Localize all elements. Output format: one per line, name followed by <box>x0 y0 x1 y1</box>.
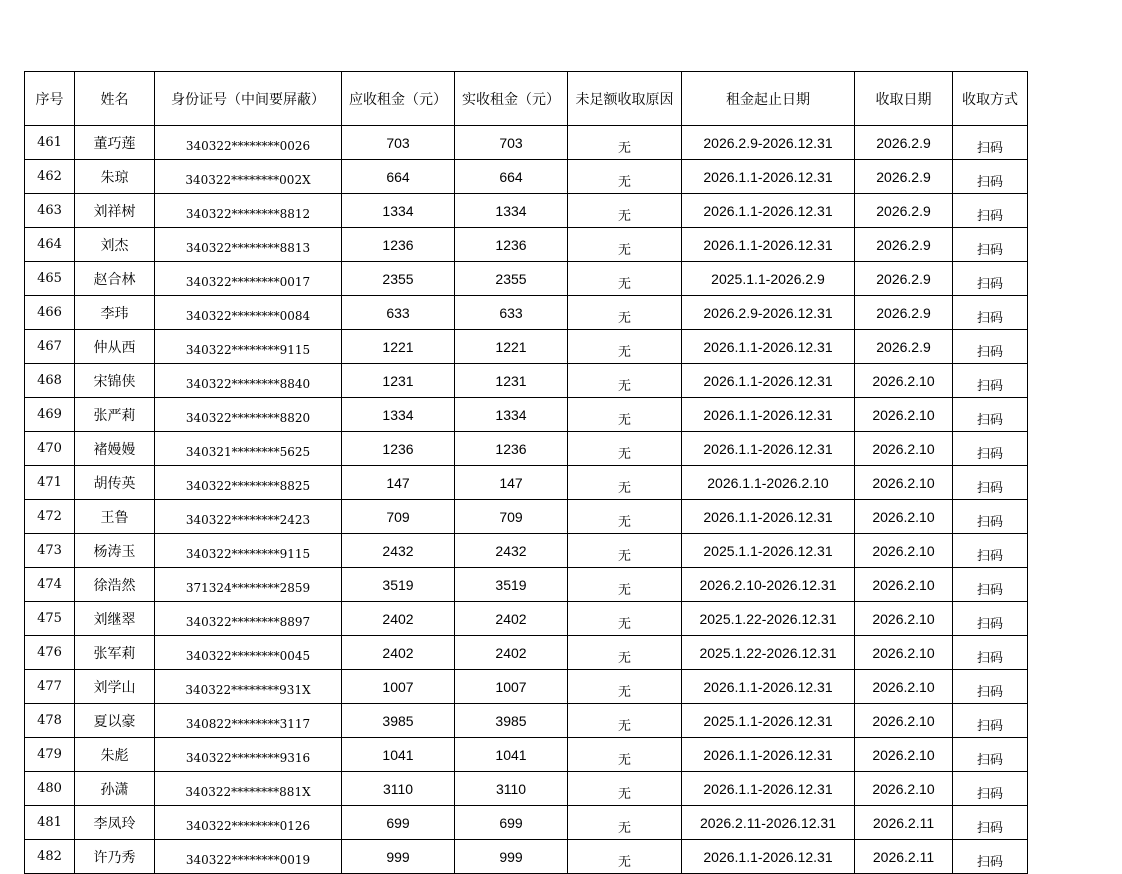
table-row <box>25 636 1028 670</box>
cell-rent-paid: 1334 <box>455 194 568 228</box>
cell-id-number: 340322********8840 <box>155 364 342 398</box>
cell-name: 刘继翠 <box>75 602 155 636</box>
cell-shortfall-reason: 无 <box>568 772 682 806</box>
cell-rent-period: 2025.1.1-2026.12.31 <box>682 704 855 738</box>
table-row <box>25 126 1028 160</box>
cell-id-number: 340322********9316 <box>155 738 342 772</box>
cell-collection-date: 2026.2.11 <box>855 806 953 840</box>
cell-shortfall-reason: 无 <box>568 500 682 534</box>
cell-rent-due: 1231 <box>342 364 455 398</box>
cell-rent-due: 3985 <box>342 704 455 738</box>
cell-id-number: 340322********8897 <box>155 602 342 636</box>
cell-name: 刘祥树 <box>75 194 155 228</box>
cell-rent-due: 3519 <box>342 568 455 602</box>
cell-name: 许乃秀 <box>75 840 155 874</box>
cell-rent-due: 664 <box>342 160 455 194</box>
cell-payment-method: 扫码 <box>953 568 1028 602</box>
cell-id-number: 340322********0084 <box>155 296 342 330</box>
cell-rent-paid: 1007 <box>455 670 568 704</box>
cell-rent-due: 2432 <box>342 534 455 568</box>
cell-payment-method: 扫码 <box>953 296 1028 330</box>
cell-collection-date: 2026.2.9 <box>855 194 953 228</box>
cell-rent-paid: 703 <box>455 126 568 160</box>
cell-rent-period: 2025.1.1-2026.12.31 <box>682 534 855 568</box>
cell-rent-due: 2402 <box>342 636 455 670</box>
cell-seq: 464 <box>25 228 75 262</box>
cell-collection-date: 2026.2.11 <box>855 840 953 874</box>
cell-rent-period: 2026.1.1-2026.12.31 <box>682 228 855 262</box>
cell-shortfall-reason: 无 <box>568 636 682 670</box>
cell-rent-paid: 709 <box>455 500 568 534</box>
cell-collection-date: 2026.2.10 <box>855 738 953 772</box>
cell-name: 张严莉 <box>75 398 155 432</box>
cell-shortfall-reason: 无 <box>568 670 682 704</box>
cell-seq: 482 <box>25 840 75 874</box>
table-body <box>25 126 1028 874</box>
cell-name: 刘学山 <box>75 670 155 704</box>
cell-rent-paid: 1221 <box>455 330 568 364</box>
cell-seq: 465 <box>25 262 75 296</box>
cell-payment-method: 扫码 <box>953 466 1028 500</box>
cell-rent-paid: 1041 <box>455 738 568 772</box>
cell-seq: 478 <box>25 704 75 738</box>
cell-payment-method: 扫码 <box>953 398 1028 432</box>
cell-rent-period: 2026.1.1-2026.12.31 <box>682 500 855 534</box>
cell-rent-period: 2026.2.9-2026.12.31 <box>682 126 855 160</box>
table-row <box>25 670 1028 704</box>
header-collection-date: 收取日期 <box>855 72 953 126</box>
cell-id-number: 340322********8812 <box>155 194 342 228</box>
table-header <box>25 72 1028 126</box>
cell-rent-period: 2026.1.1-2026.12.31 <box>682 398 855 432</box>
cell-shortfall-reason: 无 <box>568 228 682 262</box>
cell-id-number: 340322********0019 <box>155 840 342 874</box>
cell-id-number: 371324********2859 <box>155 568 342 602</box>
cell-id-number: 340322********8825 <box>155 466 342 500</box>
cell-seq: 466 <box>25 296 75 330</box>
table-row <box>25 432 1028 466</box>
cell-shortfall-reason: 无 <box>568 296 682 330</box>
table-row <box>25 296 1028 330</box>
cell-name: 董巧莲 <box>75 126 155 160</box>
table-row <box>25 772 1028 806</box>
cell-id-number: 340322********9115 <box>155 330 342 364</box>
cell-rent-due: 1334 <box>342 194 455 228</box>
cell-collection-date: 2026.2.10 <box>855 636 953 670</box>
cell-rent-period: 2025.1.1-2026.2.9 <box>682 262 855 296</box>
cell-rent-paid: 2432 <box>455 534 568 568</box>
cell-shortfall-reason: 无 <box>568 160 682 194</box>
cell-rent-period: 2026.1.1-2026.12.31 <box>682 840 855 874</box>
cell-rent-period: 2026.2.11-2026.12.31 <box>682 806 855 840</box>
cell-payment-method: 扫码 <box>953 636 1028 670</box>
table-row <box>25 534 1028 568</box>
cell-payment-method: 扫码 <box>953 704 1028 738</box>
cell-payment-method: 扫码 <box>953 602 1028 636</box>
header-rent-paid: 实收租金（元） <box>455 72 568 126</box>
cell-rent-due: 2355 <box>342 262 455 296</box>
table-row <box>25 840 1028 874</box>
cell-seq: 473 <box>25 534 75 568</box>
cell-rent-paid: 3985 <box>455 704 568 738</box>
cell-collection-date: 2026.2.9 <box>855 262 953 296</box>
cell-id-number: 340322********881X <box>155 772 342 806</box>
cell-id-number: 340322********002X <box>155 160 342 194</box>
header-name: 姓名 <box>75 72 155 126</box>
cell-collection-date: 2026.2.10 <box>855 568 953 602</box>
cell-payment-method: 扫码 <box>953 534 1028 568</box>
cell-rent-paid: 3519 <box>455 568 568 602</box>
cell-rent-paid: 1231 <box>455 364 568 398</box>
cell-id-number: 340322********8820 <box>155 398 342 432</box>
cell-seq: 472 <box>25 500 75 534</box>
cell-rent-due: 1236 <box>342 228 455 262</box>
cell-name: 张军莉 <box>75 636 155 670</box>
cell-name: 刘杰 <box>75 228 155 262</box>
cell-collection-date: 2026.2.9 <box>855 160 953 194</box>
cell-rent-period: 2026.1.1-2026.12.31 <box>682 364 855 398</box>
cell-rent-paid: 1334 <box>455 398 568 432</box>
cell-seq: 470 <box>25 432 75 466</box>
cell-rent-due: 999 <box>342 840 455 874</box>
table-row <box>25 806 1028 840</box>
cell-payment-method: 扫码 <box>953 432 1028 466</box>
cell-shortfall-reason: 无 <box>568 602 682 636</box>
cell-payment-method: 扫码 <box>953 840 1028 874</box>
cell-collection-date: 2026.2.10 <box>855 670 953 704</box>
cell-seq: 468 <box>25 364 75 398</box>
cell-rent-due: 703 <box>342 126 455 160</box>
cell-seq: 467 <box>25 330 75 364</box>
cell-rent-due: 1007 <box>342 670 455 704</box>
cell-payment-method: 扫码 <box>953 228 1028 262</box>
cell-rent-period: 2026.1.1-2026.12.31 <box>682 670 855 704</box>
cell-name: 李凤玲 <box>75 806 155 840</box>
cell-shortfall-reason: 无 <box>568 262 682 296</box>
cell-rent-paid: 1236 <box>455 432 568 466</box>
cell-rent-due: 699 <box>342 806 455 840</box>
cell-rent-period: 2026.1.1-2026.12.31 <box>682 738 855 772</box>
cell-seq: 463 <box>25 194 75 228</box>
cell-payment-method: 扫码 <box>953 194 1028 228</box>
cell-shortfall-reason: 无 <box>568 194 682 228</box>
header-rent-period: 租金起止日期 <box>682 72 855 126</box>
cell-rent-paid: 664 <box>455 160 568 194</box>
cell-collection-date: 2026.2.10 <box>855 772 953 806</box>
cell-seq: 480 <box>25 772 75 806</box>
cell-id-number: 340322********8813 <box>155 228 342 262</box>
cell-rent-period: 2026.1.1-2026.12.31 <box>682 194 855 228</box>
table-row <box>25 738 1028 772</box>
header-seq: 序号 <box>25 72 75 126</box>
cell-collection-date: 2026.2.10 <box>855 364 953 398</box>
cell-name: 朱彪 <box>75 738 155 772</box>
cell-rent-paid: 633 <box>455 296 568 330</box>
cell-shortfall-reason: 无 <box>568 568 682 602</box>
cell-collection-date: 2026.2.9 <box>855 228 953 262</box>
cell-rent-paid: 2402 <box>455 602 568 636</box>
cell-name: 徐浩然 <box>75 568 155 602</box>
cell-collection-date: 2026.2.10 <box>855 534 953 568</box>
cell-collection-date: 2026.2.10 <box>855 466 953 500</box>
cell-rent-due: 2402 <box>342 602 455 636</box>
cell-id-number: 340322********931X <box>155 670 342 704</box>
cell-rent-paid: 3110 <box>455 772 568 806</box>
cell-seq: 476 <box>25 636 75 670</box>
cell-shortfall-reason: 无 <box>568 364 682 398</box>
cell-payment-method: 扫码 <box>953 262 1028 296</box>
header-row <box>25 72 1028 126</box>
cell-payment-method: 扫码 <box>953 806 1028 840</box>
cell-rent-due: 1221 <box>342 330 455 364</box>
cell-rent-period: 2026.1.1-2026.2.10 <box>682 466 855 500</box>
cell-collection-date: 2026.2.10 <box>855 704 953 738</box>
cell-shortfall-reason: 无 <box>568 126 682 160</box>
cell-rent-due: 633 <box>342 296 455 330</box>
cell-collection-date: 2026.2.10 <box>855 602 953 636</box>
cell-seq: 461 <box>25 126 75 160</box>
table-row <box>25 194 1028 228</box>
table-row <box>25 704 1028 738</box>
cell-name: 孙潇 <box>75 772 155 806</box>
cell-name: 仲从西 <box>75 330 155 364</box>
cell-rent-due: 1236 <box>342 432 455 466</box>
cell-seq: 474 <box>25 568 75 602</box>
cell-payment-method: 扫码 <box>953 364 1028 398</box>
cell-rent-paid: 147 <box>455 466 568 500</box>
cell-collection-date: 2026.2.10 <box>855 398 953 432</box>
cell-rent-paid: 699 <box>455 806 568 840</box>
header-shortfall-reason: 未足额收取原因 <box>568 72 682 126</box>
cell-id-number: 340321********5625 <box>155 432 342 466</box>
cell-name: 褚嫚嫚 <box>75 432 155 466</box>
cell-id-number: 340322********0126 <box>155 806 342 840</box>
cell-id-number: 340322********0045 <box>155 636 342 670</box>
table-row <box>25 398 1028 432</box>
cell-rent-period: 2026.1.1-2026.12.31 <box>682 432 855 466</box>
cell-name: 李玮 <box>75 296 155 330</box>
cell-name: 杨涛玉 <box>75 534 155 568</box>
cell-shortfall-reason: 无 <box>568 738 682 772</box>
cell-shortfall-reason: 无 <box>568 330 682 364</box>
table-row <box>25 262 1028 296</box>
cell-shortfall-reason: 无 <box>568 398 682 432</box>
cell-shortfall-reason: 无 <box>568 704 682 738</box>
cell-seq: 475 <box>25 602 75 636</box>
cell-collection-date: 2026.2.10 <box>855 500 953 534</box>
cell-shortfall-reason: 无 <box>568 432 682 466</box>
cell-name: 宋锦侠 <box>75 364 155 398</box>
cell-name: 王鲁 <box>75 500 155 534</box>
cell-name: 胡传英 <box>75 466 155 500</box>
cell-rent-due: 709 <box>342 500 455 534</box>
cell-rent-period: 2026.1.1-2026.12.31 <box>682 772 855 806</box>
rent-collection-table <box>24 71 1028 874</box>
cell-rent-paid: 2355 <box>455 262 568 296</box>
cell-payment-method: 扫码 <box>953 500 1028 534</box>
cell-name: 夏以豪 <box>75 704 155 738</box>
cell-collection-date: 2026.2.10 <box>855 432 953 466</box>
cell-seq: 462 <box>25 160 75 194</box>
cell-rent-paid: 999 <box>455 840 568 874</box>
cell-rent-due: 3110 <box>342 772 455 806</box>
cell-rent-period: 2026.2.9-2026.12.31 <box>682 296 855 330</box>
cell-payment-method: 扫码 <box>953 160 1028 194</box>
cell-rent-period: 2026.2.10-2026.12.31 <box>682 568 855 602</box>
cell-rent-due: 147 <box>342 466 455 500</box>
cell-id-number: 340322********0026 <box>155 126 342 160</box>
cell-seq: 479 <box>25 738 75 772</box>
cell-seq: 471 <box>25 466 75 500</box>
cell-shortfall-reason: 无 <box>568 534 682 568</box>
cell-payment-method: 扫码 <box>953 772 1028 806</box>
table-row <box>25 364 1028 398</box>
cell-collection-date: 2026.2.9 <box>855 126 953 160</box>
header-id-number: 身份证号（中间要屏蔽） <box>155 72 342 126</box>
cell-payment-method: 扫码 <box>953 330 1028 364</box>
cell-rent-period: 2026.1.1-2026.12.31 <box>682 160 855 194</box>
cell-rent-due: 1334 <box>342 398 455 432</box>
cell-payment-method: 扫码 <box>953 126 1028 160</box>
table-row <box>25 466 1028 500</box>
table-row <box>25 500 1028 534</box>
table-row <box>25 568 1028 602</box>
table-row <box>25 602 1028 636</box>
cell-name: 朱琼 <box>75 160 155 194</box>
cell-id-number: 340322********0017 <box>155 262 342 296</box>
cell-rent-paid: 2402 <box>455 636 568 670</box>
cell-collection-date: 2026.2.9 <box>855 330 953 364</box>
cell-payment-method: 扫码 <box>953 738 1028 772</box>
cell-shortfall-reason: 无 <box>568 806 682 840</box>
table-row <box>25 228 1028 262</box>
cell-name: 赵合林 <box>75 262 155 296</box>
cell-rent-period: 2026.1.1-2026.12.31 <box>682 330 855 364</box>
cell-id-number: 340822********3117 <box>155 704 342 738</box>
cell-shortfall-reason: 无 <box>568 840 682 874</box>
cell-seq: 477 <box>25 670 75 704</box>
header-payment-method: 收取方式 <box>953 72 1028 126</box>
cell-rent-due: 1041 <box>342 738 455 772</box>
cell-rent-period: 2025.1.22-2026.12.31 <box>682 602 855 636</box>
cell-seq: 481 <box>25 806 75 840</box>
cell-shortfall-reason: 无 <box>568 466 682 500</box>
cell-rent-period: 2025.1.22-2026.12.31 <box>682 636 855 670</box>
cell-id-number: 340322********9115 <box>155 534 342 568</box>
table-row <box>25 160 1028 194</box>
cell-seq: 469 <box>25 398 75 432</box>
cell-rent-paid: 1236 <box>455 228 568 262</box>
cell-payment-method: 扫码 <box>953 670 1028 704</box>
table-row <box>25 330 1028 364</box>
header-rent-due: 应收租金（元） <box>342 72 455 126</box>
cell-id-number: 340322********2423 <box>155 500 342 534</box>
cell-collection-date: 2026.2.9 <box>855 296 953 330</box>
